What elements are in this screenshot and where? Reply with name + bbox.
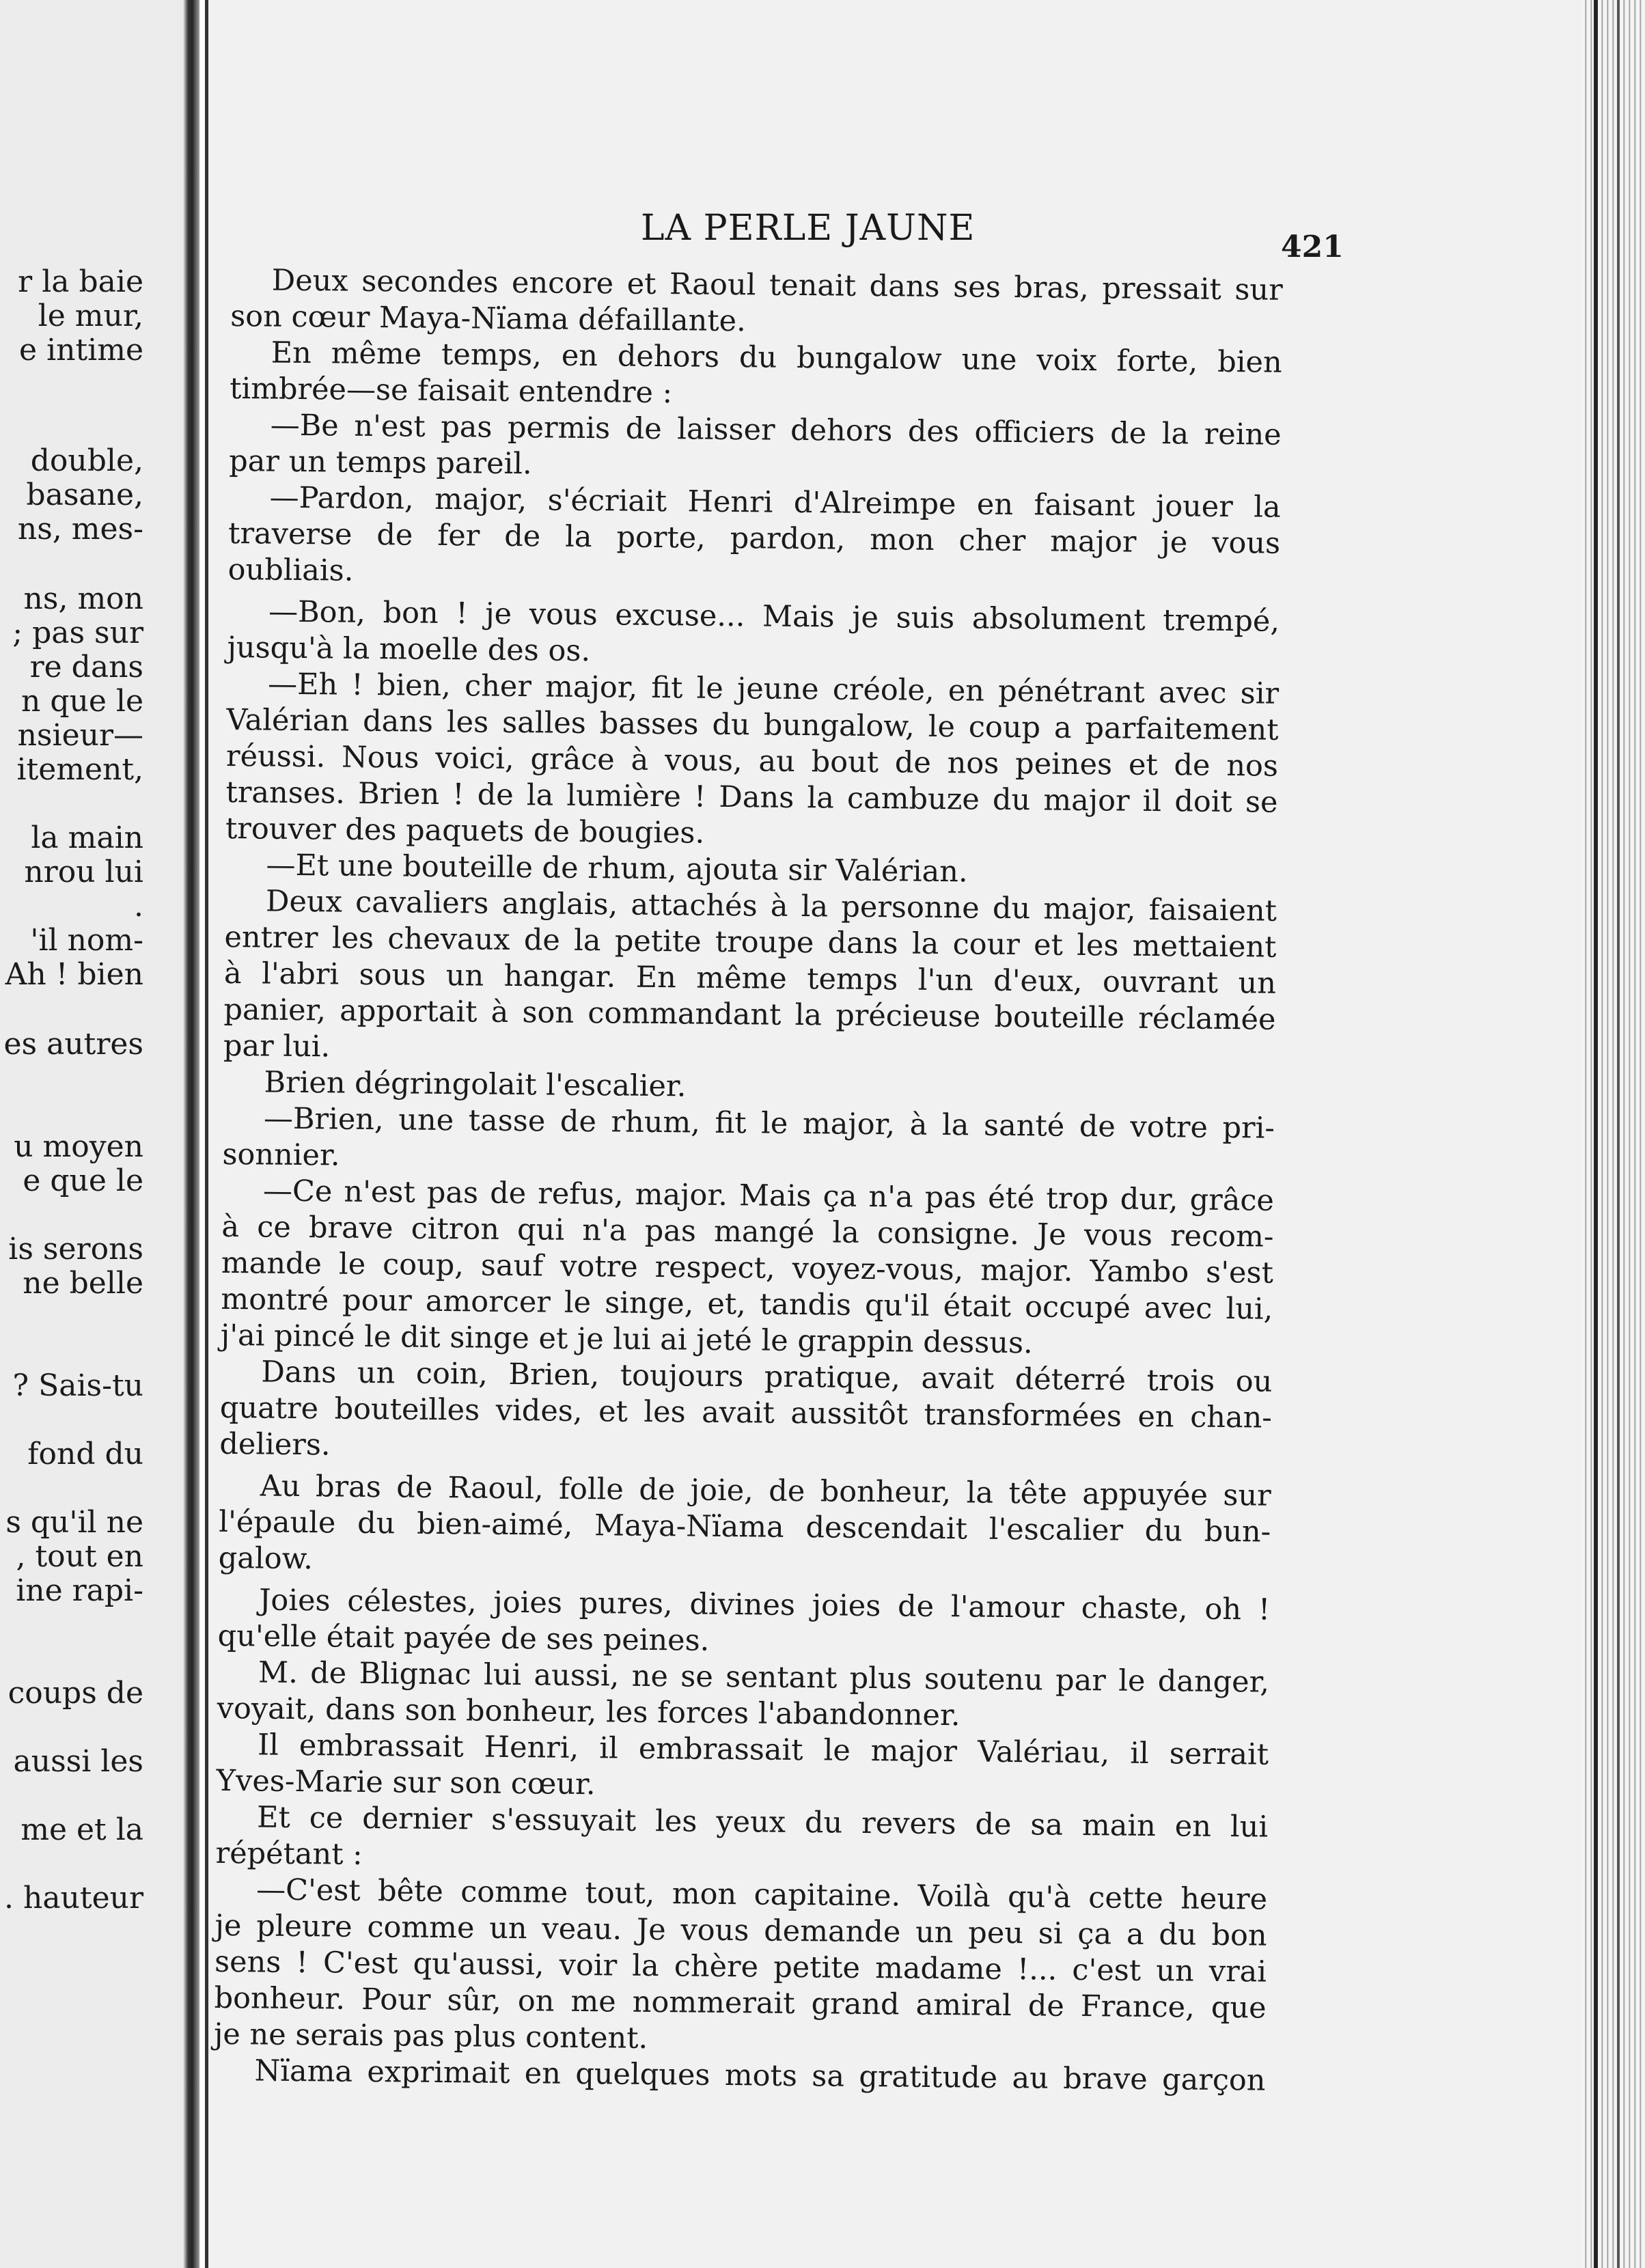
facing-page-line: . hauteur (4, 1881, 143, 1916)
facing-page-line: basane, (26, 478, 143, 512)
page-number: 421 (1281, 230, 1344, 264)
facing-page-line: me et la (20, 1812, 143, 1847)
text-line: j'ai pincé le dit singe et je lui ai jeté le grappin dessus. (220, 1318, 1033, 1361)
facing-page-line: coups de (8, 1676, 143, 1711)
text-line: Joies célestes, joies pures, divines joies de l'amour chaste, oh ! (258, 1583, 1271, 1627)
text-line: Brien dégringolait l'escalier. (264, 1065, 687, 1104)
facing-page-line: ine rapi- (16, 1573, 143, 1608)
text-line: —C'est bête comme tout, mon capitaine. Voilà qu'à cette heure (255, 1872, 1268, 1917)
facing-page-line: ns, mon (23, 581, 143, 616)
facing-page-line: 'il nom- (30, 923, 143, 958)
text-line: jusqu'à la moelle des os. (227, 630, 591, 669)
text-line: répétant : (215, 1836, 363, 1872)
text-line: par un temps pareil. (228, 443, 532, 482)
facing-page-line: double, (30, 443, 143, 478)
text-line: Yves-Marie sur son cœur. (216, 1763, 596, 1802)
body-text (213, 262, 1283, 2099)
facing-page-line: ? Sais-tu (12, 1368, 143, 1403)
text-line: timbrée—se faisait entendre : (229, 371, 673, 411)
text-line: je pleure comme un veau. Je vous demande un peu si ça a du bon (215, 1908, 1267, 1953)
text-line: —Et une bouteille de rhum, ajouta sir Valérian. (266, 848, 968, 889)
text-line: oubliais. (227, 552, 354, 588)
text-line: sonnier. (222, 1137, 340, 1173)
running-head: LA PERLE JAUNE (641, 208, 976, 249)
text-line: par lui. (223, 1028, 331, 1064)
text-line: —Be n'est pas permis de laisser dehors des officiers de la reine (270, 408, 1282, 452)
facing-page-line: nrou lui (24, 855, 143, 889)
page-edges (1581, 0, 1645, 2268)
text-line: entrer les chevaux de la petite troupe dans la cour et les mettaient (224, 919, 1277, 965)
facing-page-line: s qu'il ne (5, 1505, 143, 1540)
text-line: —Eh ! bien, cher major, fit le jeune créole, en pénétrant avec sir (267, 667, 1280, 711)
facing-page-line: u moyen (14, 1129, 143, 1164)
text-line: transes. Brien ! de la lumière ! Dans la cambuze du major il doit se (225, 775, 1278, 820)
text-line: —Pardon, major, s'écriait Henri d'Alreimpe en faisant jouer la (269, 480, 1281, 525)
facing-page-line: itement, (16, 752, 143, 787)
facing-page-line: la main (31, 820, 143, 855)
facing-page-line: , tout en (16, 1539, 143, 1574)
text-line: Il embrassait Henri, il embrassait le major Valériau, il serrait (257, 1728, 1269, 1772)
text-line: quatre bouteilles vides, et les avait aussitôt transformées en chan- (219, 1390, 1273, 1435)
text-line: sens ! C'est qu'aussi, voir la chère petite madame !... c'est un vrai (214, 1944, 1267, 1989)
text-line: M. de Blignac lui aussi, ne se sentant plus soutenu par le danger, (258, 1655, 1270, 1700)
text-line: qu'elle était payée de ses peines. (217, 1618, 710, 1658)
facing-page-line: fond du (27, 1437, 143, 1471)
text-line: —Brien, une tasse de rhum, fit le major, à la santé de votre pri- (263, 1101, 1275, 1146)
facing-page-line: n que le (21, 684, 143, 719)
facing-page-line: . (134, 889, 143, 924)
text-line: Deux cavaliers anglais, attachés à la personne du major, faisaient (265, 884, 1277, 928)
text-line: à ce brave citron qui n'a pas mangé la consigne. Je vous recom- (221, 1209, 1274, 1254)
text-line: galow. (218, 1540, 314, 1577)
facing-page-line: ne belle (23, 1266, 143, 1301)
text-line: Valérian dans les salles basses du bungalow, le coup a parfaitement (226, 702, 1279, 747)
text-line: traverse de fer de la porte, pardon, mon cher major je vous (227, 516, 1281, 561)
facing-page-line: aussi les (13, 1744, 143, 1779)
text-line: réussi. Nous voici, grâce à vous, au bout de nos peines et de nos (225, 738, 1279, 784)
facing-page-line: r la baie (18, 264, 143, 299)
text-line: Deux secondes encore et Raoul tenait dans ses bras, pressait sur (271, 263, 1283, 307)
facing-page-line: is serons (8, 1232, 143, 1267)
book-gutter (183, 0, 199, 2268)
facing-page-line: e intime (19, 333, 143, 368)
text-line: montré pour amorcer le singe, et, tandis qu'il était occupé avec lui, (221, 1282, 1273, 1327)
facing-page-line: ns, mes- (17, 512, 143, 547)
text-line: Nïama exprimait en quelques mots sa gratitude au brave garçon (254, 2053, 1266, 2098)
text-line: mande le coup, sauf votre respect, voyez-vous, major. Yambo s'est (221, 1245, 1274, 1290)
text-line: —Bon, bon ! je vous excuse... Mais je suis absolument trempé, (268, 594, 1280, 639)
facing-page-line: es autres (3, 1027, 143, 1062)
text-line: Et ce dernier s'essuyait les yeux du revers de sa main en lui (256, 1800, 1269, 1844)
facing-page-line: nsieur— (17, 718, 143, 753)
facing-page-line: re dans (29, 650, 143, 684)
text-line: trouver des paquets de bougies. (225, 811, 705, 850)
text-line: Au bras de Raoul, folle de joie, de bonheur, la tête appuyée sur (260, 1469, 1271, 1513)
text-line: En même temps, en dehors du bungalow une voix forte, bien (271, 335, 1282, 380)
text-line: voyait, dans son bonheur, les forces l'abandonner. (217, 1691, 960, 1733)
facing-page-line: le mur, (38, 299, 143, 333)
text-line: —Ce n'est pas de refus, major. Mais ça n'a pas été trop dur, grâce (262, 1174, 1275, 1218)
text-line: Dans un coin, Brien, toujours pratique, avait déterré trois ou (261, 1355, 1273, 1399)
text-line: bonheur. Pour sûr, on me nommerait grand amiral de France, que (214, 1980, 1267, 2025)
facing-page-line: e que le (23, 1163, 143, 1198)
text-line: deliers. (219, 1426, 331, 1463)
text-line: l'épaule du bien-aimé, Maya-Nïama descendait l'escalier du bun- (219, 1504, 1271, 1549)
facing-page-line: ; pas sur (12, 616, 143, 650)
text-line: panier, apportait à son commandant la précieuse bouteille réclamée (223, 992, 1276, 1037)
facing-page-fragment (0, 0, 184, 2268)
text-line: je ne serais pas plus content. (213, 2017, 648, 2056)
text-line: son cœur Maya-Nïama défaillante. (230, 299, 747, 339)
facing-page-line: Ah ! bien (5, 957, 143, 992)
text-line: à l'abri sous un hangar. En même temps l'un d'eux, ouvrant un (223, 956, 1277, 1001)
